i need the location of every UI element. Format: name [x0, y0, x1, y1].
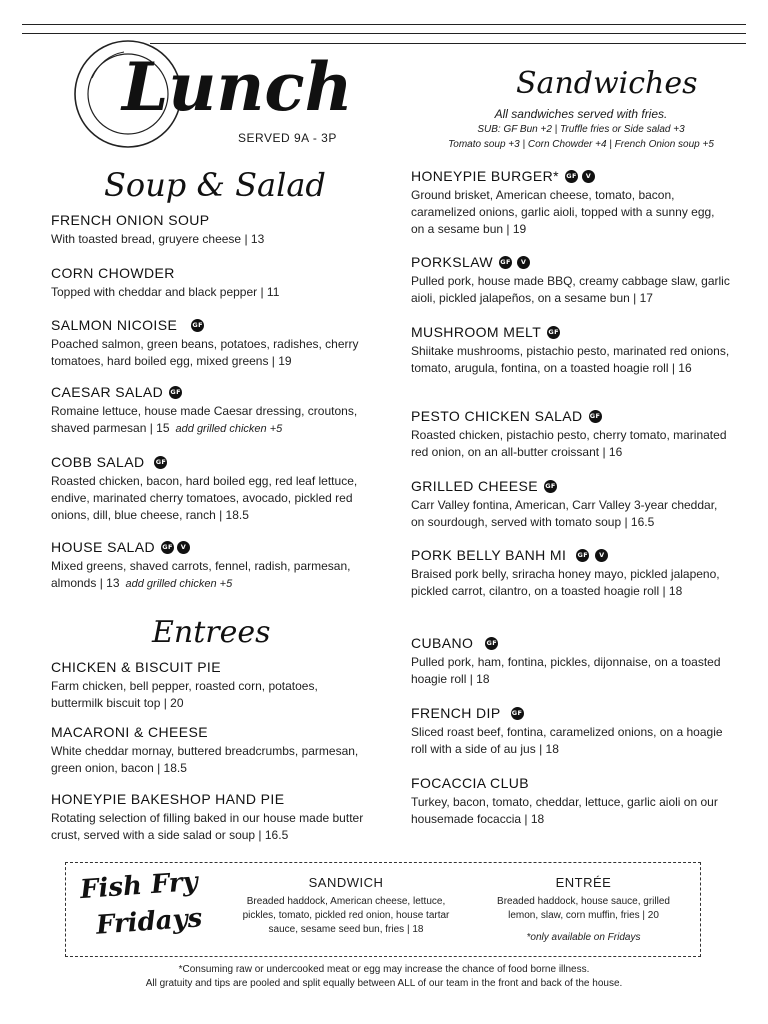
menu-item-porkslaw	[411, 254, 731, 307]
menu-item-focaccia-club	[411, 775, 731, 828]
vegetarian-icon: V	[177, 541, 190, 554]
item-name: HONEYPIE BURGER*	[411, 168, 559, 184]
item-name: MACARONI & CHEESE	[51, 724, 208, 740]
vegetarian-icon: V	[582, 170, 595, 183]
item-name: CORN CHOWDER	[51, 265, 175, 281]
menu-item-pork-belly-banh-mi	[411, 547, 731, 600]
gluten-free-icon: GF	[154, 456, 167, 469]
item-name: CAESAR SALAD	[51, 384, 164, 400]
item-description: Roasted chicken, pistachio pesto, cherry tomato, marinated red onion, on an all-butter croissant | 16	[411, 428, 727, 459]
item-description: Pulled pork, house made BBQ, creamy cabbage slaw, garlic aioli, pickled jalapeños, on a sesame bun | 17	[411, 274, 730, 305]
menu-item-cobb-salad	[51, 454, 371, 524]
fish-fry-entree-heading: ENTRÉE	[555, 875, 612, 890]
item-description: White cheddar mornay, buttered breadcrumbs, parmesan, green onion, bacon | 18.5	[51, 744, 359, 775]
menu-item-macaroni-cheese	[51, 724, 371, 777]
gluten-free-icon: GF	[576, 549, 589, 562]
item-description: Turkey, bacon, tomato, cheddar, lettuce, garlic aioli on our housemade focaccia | 18	[411, 795, 718, 826]
footer-disclaimer: *Consuming raw or undercooked meat or egg may increase the chance of food borne illness.	[178, 964, 590, 975]
fish-fry-sandwich-heading: SANDWICH	[308, 875, 384, 890]
fish-fry-sandwich-desc: Breaded haddock, American cheese, lettuce, pickles, tomato, pickled red onion, house tartar sauce, sesame seed bun, fries | 18	[242, 896, 450, 935]
menu-item-hand-pie	[51, 791, 371, 844]
item-description: Topped with cheddar and black pepper | 11	[51, 285, 280, 299]
item-description: Ground brisket, American cheese, tomato, bacon, caramelized onions, garlic aioli, topped with a sunny egg, on a sesame bun | 19	[411, 188, 715, 236]
item-name: FRENCH DIP	[411, 705, 501, 721]
gluten-free-icon: GF	[485, 637, 498, 650]
item-description: Braised pork belly, sriracha honey mayo, pickled jalapeno, pickled carrot, cilantro, on a toasted hoagie roll | 18	[411, 567, 720, 598]
menu-item-chicken-biscuit-pie	[51, 659, 371, 712]
fish-fry-title-line1: Fish Fry	[79, 866, 199, 906]
item-name: FRENCH ONION SOUP	[51, 212, 210, 228]
item-name: SALMON NICOISE	[51, 317, 178, 333]
gluten-free-icon: GF	[191, 319, 204, 332]
item-addon: add grilled chicken +5	[125, 578, 233, 590]
item-description: Shiitake mushrooms, pistachio pesto, marinated red onions, tomato, arugula, fontina, on a toasted hoagie roll | 16	[411, 344, 730, 375]
gluten-free-icon: GF	[544, 480, 557, 493]
menu-item-corn-chowder	[51, 265, 371, 301]
sandwiches-heading: Sandwiches	[516, 66, 698, 101]
sandwiches-sub-options-1: SUB: GF Bun +2 | Truffle fries or Side salad +3	[477, 124, 685, 135]
menu-title: Lunch	[122, 48, 353, 126]
gluten-free-icon: GF	[161, 541, 174, 554]
item-name: CHICKEN & BISCUIT PIE	[51, 659, 221, 675]
menu-item-caesar-salad	[51, 384, 371, 438]
item-name: HONEYPIE BAKESHOP HAND PIE	[51, 791, 285, 807]
entrees-heading: Entrees	[152, 615, 271, 650]
item-description: Romaine lettuce, house made Caesar dressing, croutons, shaved parmesan | 15	[51, 404, 358, 435]
fish-fry-title-line2: Fridays	[95, 903, 204, 941]
item-name: PORK BELLY BANH MI	[411, 547, 567, 563]
gluten-free-icon: GF	[499, 256, 512, 269]
vegetarian-icon: V	[595, 549, 608, 562]
top-rule-1	[22, 24, 746, 25]
gluten-free-icon: GF	[547, 326, 560, 339]
footer-gratuity-note: All gratuity and tips are pooled and split equally between ALL of our team in the front and back of the house.	[145, 978, 623, 989]
menu-item-mushroom-melt	[411, 324, 731, 377]
menu-item-french-dip	[411, 705, 731, 758]
fish-fry-entree-note: *only available on Fridays	[526, 932, 641, 943]
item-description: Sliced roast beef, fontina, caramelized onions, on a hoagie roll with a side of au jus | 18	[411, 725, 723, 756]
item-name: HOUSE SALAD	[51, 539, 155, 555]
top-rule-3	[150, 43, 746, 44]
item-description: Poached salmon, green beans, potatoes, radishes, cherry tomatoes, hard boiled egg, mixed greens | 19	[51, 337, 359, 368]
item-description: Farm chicken, bell pepper, roasted corn, potatoes, buttermilk biscuit top | 20	[51, 679, 318, 710]
gluten-free-icon: GF	[565, 170, 578, 183]
gluten-free-icon: GF	[589, 410, 602, 423]
item-description: Rotating selection of filling baked in our house made butter crust, served with a side salad or soup | 16.5	[51, 811, 364, 842]
menu-item-salmon-nicoise	[51, 317, 371, 370]
sandwiches-sub-options-2: Tomato soup +3 | Corn Chowder +4 | French Onion soup +5	[448, 139, 714, 150]
gluten-free-icon: GF	[169, 386, 182, 399]
vegetarian-icon: V	[517, 256, 530, 269]
menu-item-honeypie-burger	[411, 168, 731, 238]
served-hours: SERVED 9A - 3P	[238, 131, 337, 145]
item-name: FOCACCIA CLUB	[411, 775, 529, 791]
menu-item-cubano	[411, 635, 731, 688]
menu-item-pesto-chicken-salad	[411, 408, 731, 461]
menu-item-french-onion-soup	[51, 212, 371, 248]
item-name: COBB SALAD	[51, 454, 145, 470]
item-name: PORKSLAW	[411, 254, 494, 270]
item-description: Mixed greens, shaved carrots, fennel, radish, parmesan, almonds | 13	[51, 559, 351, 590]
item-name: CUBANO	[411, 635, 474, 651]
menu-item-grilled-cheese	[411, 478, 731, 531]
item-description: Pulled pork, ham, fontina, pickles, dijonnaise, on a toasted hoagie roll | 18	[411, 655, 721, 686]
item-description: Carr Valley fontina, American, Carr Valley 3-year cheddar, on sourdough, served with tomato soup | 16.5	[411, 498, 718, 529]
menu-item-house-salad	[51, 539, 371, 593]
item-description: Roasted chicken, bacon, hard boiled egg, red leaf lettuce, endive, marinated cherry tomatoes, avocado, pickled red onions, dill, blue cheese, ranch | 18.5	[51, 474, 358, 522]
item-description: With toasted bread, gruyere cheese | 13	[51, 232, 265, 246]
item-name: PESTO CHICKEN SALAD	[411, 408, 583, 424]
soup-salad-heading: Soup & Salad	[104, 166, 326, 204]
item-addon: add grilled chicken +5	[175, 423, 283, 435]
sandwiches-note: All sandwiches served with fries.	[494, 107, 668, 121]
fish-fry-entree-desc: Breaded haddock, house sauce, grilled lemon, slaw, corn muffin, fries | 20	[497, 896, 670, 921]
top-rule-2	[22, 33, 746, 34]
item-name: GRILLED CHEESE	[411, 478, 538, 494]
item-name: MUSHROOM MELT	[411, 324, 542, 340]
gluten-free-icon: GF	[511, 707, 524, 720]
fish-fry-box	[65, 862, 701, 957]
